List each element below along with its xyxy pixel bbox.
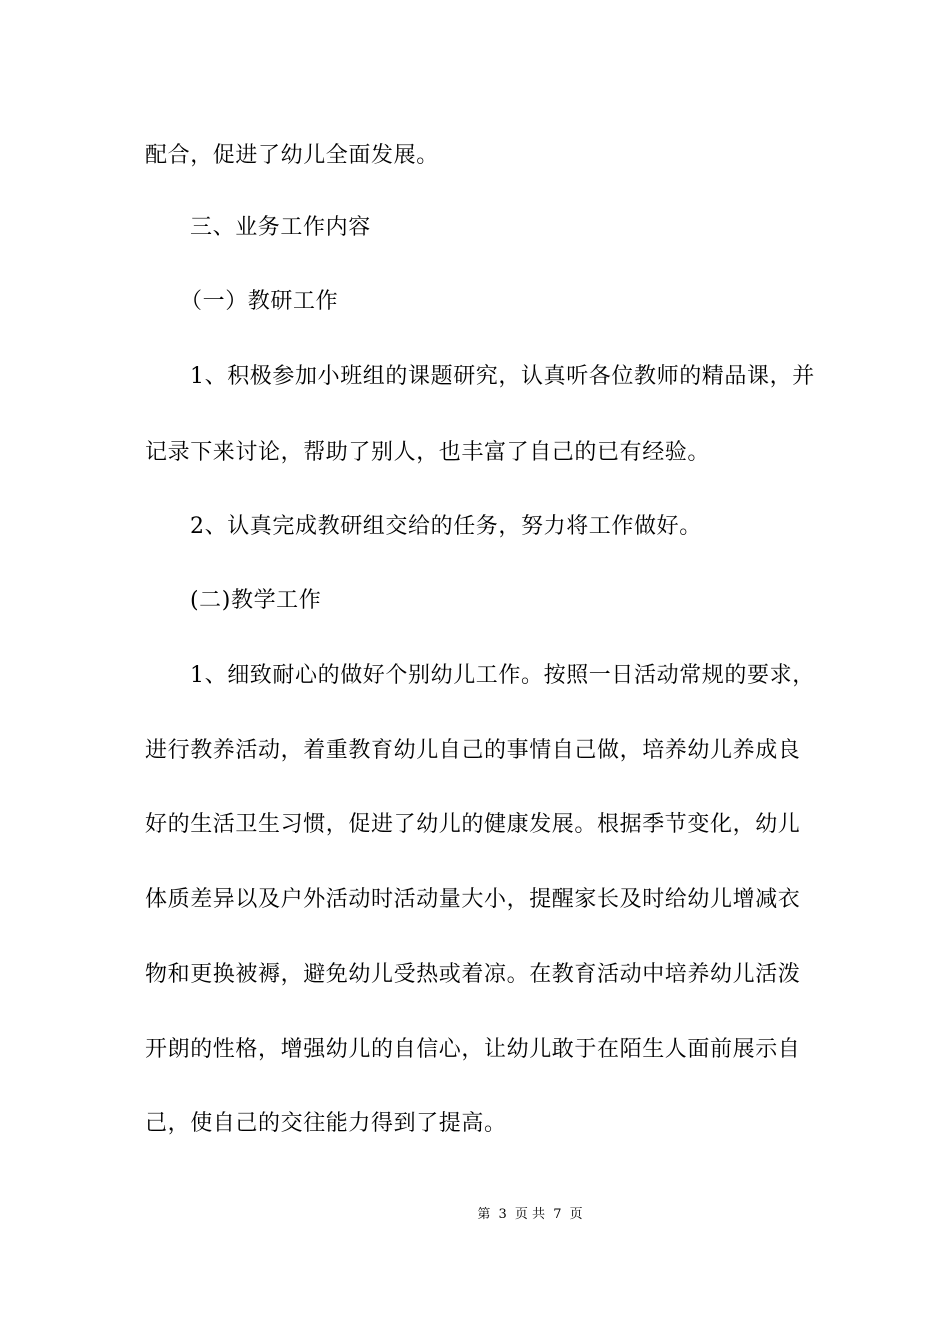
section-heading: 三、业务工作内容 [190, 215, 371, 240]
page-label-prefix: 第 [477, 1207, 491, 1222]
current-page-number: 3 [498, 1207, 507, 1222]
body-line-5: 1、细致耐心的做好个别幼儿工作。按照一日活动常规的要求， [190, 663, 815, 688]
body-line-1: 配合，促进了幼儿全面发展。 [145, 143, 439, 168]
body-line-2: 1、积极参加小班组的课题研究，认真听各位教师的精品课，并 [190, 364, 815, 389]
body-line-10: 开朗的性格，增强幼儿的自信心，让幼儿敢于在陌生人面前展示自 [145, 1037, 801, 1062]
body-line-7: 好的生活卫生习惯，促进了幼儿的健康发展。根据季节变化，幼儿 [145, 812, 801, 837]
subsection-heading-2: (二)教学工作 [190, 588, 322, 613]
body-line-11: 己，使自己的交往能力得到了提高。 [145, 1111, 507, 1136]
page-label-suffix: 页 [569, 1207, 583, 1222]
body-line-6: 进行教养活动，着重教育幼儿自己的事情自己做，培养幼儿养成良 [145, 738, 801, 763]
subsection-heading-1: （一）教研工作 [180, 289, 339, 314]
body-line-8: 体质差异以及户外活动时活动量大小，提醒家长及时给幼儿增减衣 [145, 887, 801, 912]
body-line-9: 物和更换被褥，避免幼儿受热或着凉。在教育活动中培养幼儿活泼 [145, 962, 801, 987]
page-label-mid: 页 共 [514, 1207, 546, 1222]
total-pages-number: 7 [553, 1207, 562, 1222]
page-footer [0, 1206, 950, 1224]
body-line-3: 记录下来讨论，帮助了别人，也丰富了自己的已有经验。 [145, 440, 711, 465]
body-line-4: 2、认真完成教研组交给的任务，努力将工作做好。 [190, 514, 702, 539]
